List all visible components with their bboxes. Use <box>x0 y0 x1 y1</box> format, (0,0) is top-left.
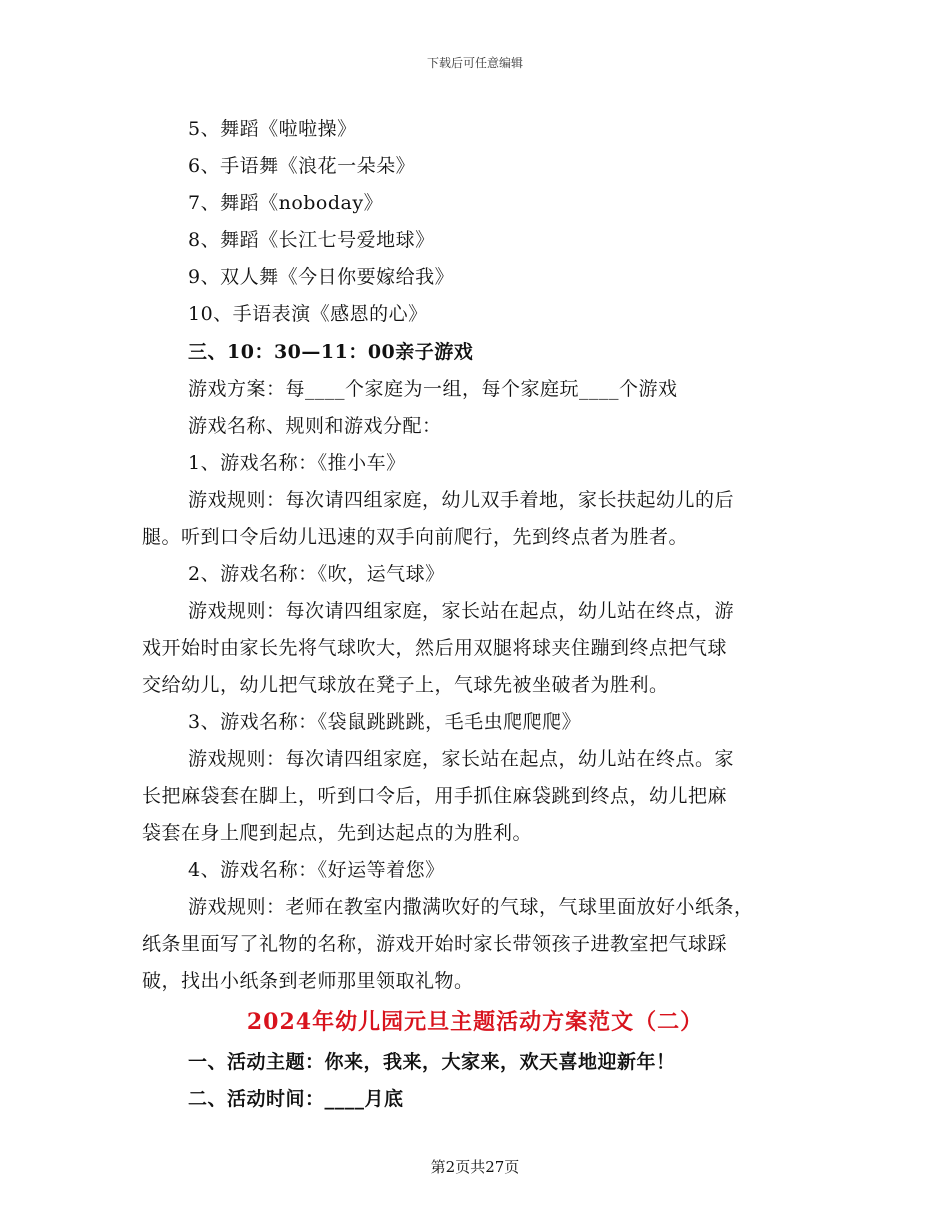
program-item-8: 8、舞蹈《长江七号爱地球》 <box>188 229 435 251</box>
game-3-rules-line-2: 长把麻袋套在脚上，听到口令后，用手抓住麻袋跳到终点，幼儿把麻 <box>142 785 728 807</box>
game-2-rules-line-3: 交给幼儿，幼儿把气球放在凳子上，气球先被坐破者为胜利。 <box>142 674 669 696</box>
game-1-name: 1、游戏名称：《推小车》 <box>188 452 406 474</box>
program-item-9: 9、双人舞《今日你要嫁给我》 <box>188 266 455 288</box>
game-allocation-heading: 游戏名称、规则和游戏分配： <box>188 415 442 437</box>
game-2-rules-line-1: 游戏规则：每次请四组家庭，家长站在起点，幼儿站在终点，游 <box>188 600 735 622</box>
game-4-name: 4、游戏名称：《好运等着您》 <box>188 859 445 881</box>
game-3-name: 3、游戏名称：《袋鼠跳跳跳，毛毛虫爬爬爬》 <box>188 711 582 733</box>
game-1-rules-line-2: 腿。听到口令后幼儿迅速的双手向前爬行，先到终点者为胜者。 <box>142 526 689 548</box>
section-heading-parent-child-games: 三、10：30—11：00亲子游戏 <box>188 341 474 363</box>
game-3-rules-line-3: 袋套在身上爬到起点，先到达起点的为胜利。 <box>142 822 533 844</box>
activity-theme: 一、活动主题：你来，我来，大家来，欢天喜地迎新年！ <box>188 1051 676 1073</box>
program-item-10: 10、手语表演《感恩的心》 <box>188 303 428 325</box>
program-item-7: 7、舞蹈《noboday》 <box>188 192 384 214</box>
program-item-6: 6、手语舞《浪花一朵朵》 <box>188 155 416 177</box>
page-footer: 第2页共27页 <box>430 1158 520 1176</box>
game-4-rules-line-1: 游戏规则：老师在教室内撒满吹好的气球，气球里面放好小纸条， <box>188 896 754 918</box>
game-1-rules-line-1: 游戏规则：每次请四组家庭，幼儿双手着地，家长扶起幼儿的后 <box>188 489 735 511</box>
game-4-rules-line-2: 纸条里面写了礼物的名称，游戏开始时家长带领孩子进教室把气球踩 <box>142 933 728 955</box>
game-2-rules-line-2: 戏开始时由家长先将气球吹大，然后用双腿将球夹住蹦到终点把气球 <box>142 637 728 659</box>
section-title: 2024年幼儿园元旦主题活动方案范文（二） <box>246 1009 704 1035</box>
game-plan: 游戏方案：每____个家庭为一组，每个家庭玩____个游戏 <box>188 378 678 400</box>
game-2-name: 2、游戏名称：《吹，运气球》 <box>188 563 445 585</box>
activity-time: 二、活动时间：____月底 <box>188 1088 404 1110</box>
page-header: 下载后可任意编辑 <box>426 56 523 70</box>
game-4-rules-line-3: 破，找出小纸条到老师那里领取礼物。 <box>142 970 474 992</box>
game-3-rules-line-1: 游戏规则：每次请四组家庭，家长站在起点，幼儿站在终点。家 <box>188 748 735 770</box>
program-item-5: 5、舞蹈《啦啦操》 <box>188 118 357 140</box>
